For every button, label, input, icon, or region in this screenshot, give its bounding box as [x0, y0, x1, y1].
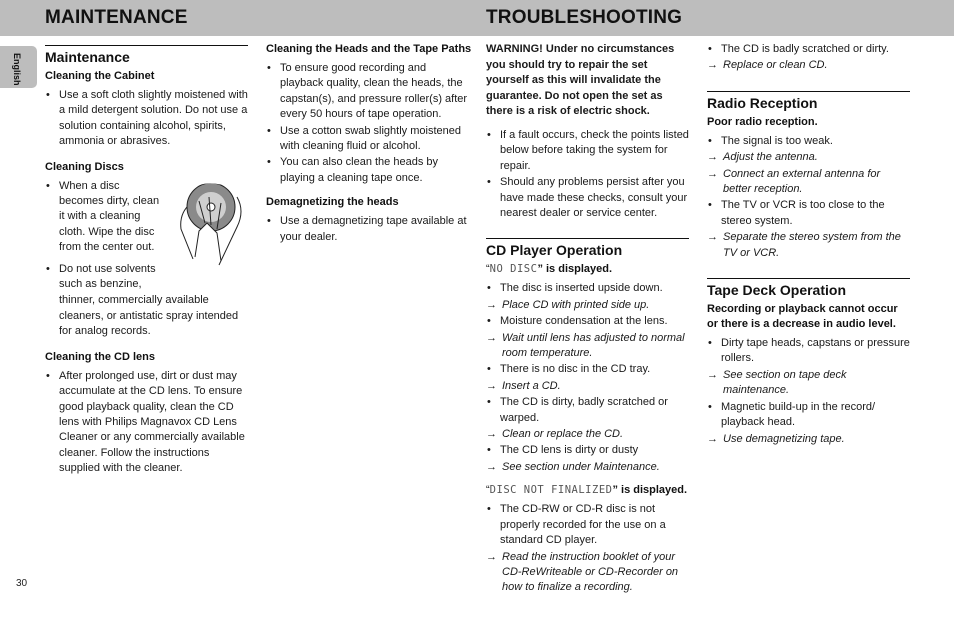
column-4 [707, 42, 910, 448]
remedy-item: → See section on tape deck maintenance. [707, 368, 847, 397]
display-text: NO DISC [489, 263, 538, 276]
radio-list [707, 134, 910, 261]
no-disc-problem: “NO DISC” is displayed. [486, 263, 613, 276]
heads-title: Cleaning the Heads and the Tape Paths [266, 43, 472, 55]
bullet-icon: • [487, 282, 491, 295]
list-item: • If a fault occurs, check the points listed below before taking the system for repair. [487, 128, 689, 172]
remedy-item: → Connect an external antenna for better reception. [707, 167, 881, 196]
discs-text-cont: thinner, commercially available cleaners, or antistatic spray intended for analog records. [59, 294, 239, 338]
bullet-icon: • [487, 503, 491, 516]
list-item: • Use a soft cloth slightly moistened with a mild detergent solution. Do not use a solution containing alcohol, spirits, ammonia or abrasives. [46, 89, 248, 148]
cause-item: • The CD-RW or CD-R disc is not properly recorded for the use on a standard CD player. [487, 503, 666, 547]
bullet-icon: • [708, 400, 712, 413]
remedy-item: → Replace or clean CD. [707, 58, 910, 73]
arrow-right-icon: → [707, 167, 718, 180]
cd-list-1 [486, 281, 689, 475]
remedy-item: → Insert a CD. [486, 379, 689, 394]
cause-item: • The signal is too weak. [707, 134, 910, 149]
bullet-icon: • [267, 156, 271, 169]
arrow-right-icon: → [486, 379, 497, 392]
list-item: • When a disc becomes dirty, clean it with a cleaning cloth. Wipe the disc from the center out. [46, 179, 160, 254]
cd-heading: CD Player Operation [486, 238, 689, 258]
bullet-icon: • [708, 134, 712, 147]
remedy-item: → Use demagnetizing tape. [707, 432, 910, 447]
maintenance-title: MAINTENANCE [45, 7, 188, 28]
list-item: • Do not use solvents such as benzine, [46, 262, 156, 291]
remedy-item: → Wait until lens has adjusted to normal room temperature. [486, 331, 685, 360]
bullet-icon: • [487, 363, 491, 376]
remedy-item: → Read the instruction booklet of your CD-ReWriteable or CD-Recorder on how to finalize a recording. [486, 550, 679, 594]
list-item: • You can also clean the heads by playing a cleaning tape once. [267, 156, 438, 184]
cause-item: • The CD is dirty, badly scratched or warped. [487, 396, 668, 424]
cause-item: • Magnetic build-up in the record/ playback head. [708, 400, 876, 429]
bullet-icon: • [487, 444, 491, 457]
bullet-icon: • [487, 396, 491, 409]
cabinet-title: Cleaning the Cabinet [45, 70, 155, 82]
tape-list [707, 336, 910, 447]
list-item: • To ensure good recording and playback quality, clean the heads, the capstan(s), and pressure roller(s) after every 50 hours of tape operation. [267, 62, 468, 121]
bullet-icon: • [487, 128, 491, 141]
cause-item: • The CD lens is dirty or dusty [486, 443, 689, 458]
bullet-icon: • [267, 124, 271, 137]
not-finalized-problem: “DISC NOT FINALIZED” is displayed. [486, 484, 688, 497]
tape-heading: Tape Deck Operation [707, 278, 910, 298]
radio-problem: Poor radio reception. [707, 115, 818, 128]
arrow-right-icon: → [486, 428, 497, 441]
cd-list-cont [707, 42, 910, 74]
bullet-icon: • [46, 179, 50, 192]
arrow-right-icon: → [707, 59, 718, 72]
list-item: • Should any problems persist after you have made these checks, consult your nearest dealer or service center. [487, 176, 688, 219]
language-label: English [12, 53, 22, 86]
header-bar [0, 0, 954, 36]
remedy-item: → Clean or replace the CD. [486, 427, 689, 442]
remedy-item: → Adjust the antenna. [707, 150, 910, 165]
arrow-right-icon: → [486, 331, 497, 344]
bullet-icon: • [46, 369, 50, 382]
cause-item: • The disc is inserted upside down. [486, 281, 689, 296]
column-2 [266, 42, 472, 246]
arrow-right-icon: → [486, 460, 497, 473]
column-3 [486, 42, 689, 597]
bullet-icon: • [708, 337, 712, 350]
bullet-icon: • [46, 89, 50, 101]
list-item: • After prolonged use, dirt or dust may accumulate at the CD lens. To ensure good playback quality, clean the CD lens with Philips Magnavox CD Lens Cleaner or any commercially available cleaner. Follow the instructions supplied with the cleaner. [46, 369, 245, 475]
page-number: 30 [16, 578, 28, 589]
display-text: DISC NOT FINALIZED [489, 484, 613, 497]
cd-list-2 [486, 502, 689, 595]
arrow-right-icon: → [707, 151, 718, 164]
bullet-icon: • [487, 315, 491, 328]
remedy-item: → Separate the stereo system from the TV or VCR. [707, 231, 901, 259]
bullet-icon: • [708, 199, 712, 212]
column-1 [45, 45, 248, 478]
bullet-icon: • [46, 262, 50, 275]
discs-title: Cleaning Discs [45, 160, 124, 173]
maintenance-heading: Maintenance [45, 45, 248, 65]
bullet-icon: • [267, 62, 271, 74]
remedy-item: → See section under Maintenance. [486, 460, 689, 475]
cause-item: • The CD is badly scratched or dirty. [707, 42, 910, 57]
cause-item: • There is no disc in the CD tray. [486, 362, 689, 377]
cause-item: • Dirty tape heads, capstans or pressure rollers. [708, 337, 910, 365]
troubleshooting-title: TROUBLESHOOTING [486, 7, 683, 28]
lens-title: Cleaning the CD lens [45, 350, 156, 363]
radio-heading: Radio Reception [707, 91, 910, 111]
cause-item: • Moisture condensation at the lens. [486, 314, 689, 329]
arrow-right-icon: → [707, 368, 718, 381]
bullet-icon: • [267, 215, 271, 228]
bullet-icon: • [708, 43, 712, 55]
remedy-item: → Place CD with printed side up. [486, 298, 689, 313]
list-item: • Use a demagnetizing tape available at your dealer. [267, 215, 467, 243]
arrow-right-icon: → [707, 231, 718, 244]
arrow-right-icon: → [486, 298, 497, 311]
bullet-icon: • [487, 176, 491, 189]
tape-problem: Recording or playback cannot occur or there is a decrease in audio level. [707, 303, 898, 331]
arrow-right-icon: → [707, 432, 718, 445]
arrow-right-icon: → [486, 550, 497, 563]
cause-item: • The TV or VCR is too close to the stereo system. [708, 199, 885, 227]
warning-text: WARNING! Under no circumstances you should try to repair the set yourself as this will invalidate the guarantee. Do not open the set as there is a risk of electric shock. [486, 43, 675, 118]
disc-cleaning-illustration-icon [171, 171, 251, 269]
demag-title: Demagnetizing the heads [266, 196, 399, 209]
list-item: • Use a cotton swab slightly moistened with cleaning fluid or alcohol. [267, 124, 461, 153]
